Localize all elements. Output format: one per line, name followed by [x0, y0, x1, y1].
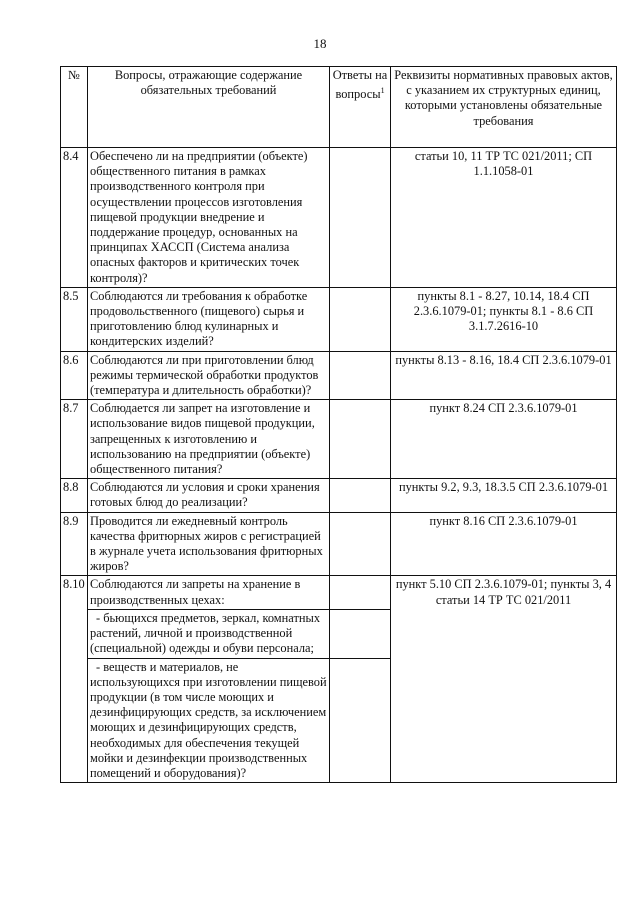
row-question: Обеспечено ли на предприятии (объекте) общественного питания в рамках производственного контроля при осуществлении процессов изготовления пищевой продукции внедрение и поддержание процедур, основанных на принципах ХАССП (Система анализа опасных факторов и критических точек контроля)? [88, 148, 330, 288]
row-answer-cell[interactable] [330, 287, 391, 351]
header-questions: Вопросы, отражающие содержание обязательных требований [88, 67, 330, 148]
row-answer-cell[interactable] [330, 351, 391, 400]
row-answer-cell[interactable] [330, 512, 391, 576]
row-requisites: статьи 10, 11 ТР ТС 021/2011; СП 1.1.1058-01 [391, 148, 617, 288]
table-row [61, 479, 617, 512]
row-question: Соблюдается ли запрет на изготовление и использование видов пищевой продукции, запрещенных к изготовлению и использованию на предприятии (объекте) общественного питания? [88, 400, 330, 479]
row-number: 8.10 [61, 576, 88, 783]
row-number: 8.8 [61, 479, 88, 512]
row-subitem: - веществ и материалов, не использующихся при изготовлении пищевой продукции (в том числе моющих и дезинфицирующих средств, за исключением моющих и дезинфицирующих средств, необходимых для обеспечения текущей мойки и дезинфекции производственных помещений и оборудования)? [88, 658, 330, 783]
table-row [61, 576, 617, 609]
row-subitem: - бьющихся предметов, зеркал, комнатных растений, личной и производственной (специальной) одежды и обуви персонала; [88, 609, 330, 658]
row-question: Соблюдаются ли требования к обработке продовольственного (пищевого) сырья и приготовлению блюд кулинарных и кондитерских изделий? [88, 287, 330, 351]
header-num: № [61, 67, 88, 148]
row-answer-cell[interactable] [330, 609, 391, 658]
row-number: 8.4 [61, 148, 88, 288]
row-requisites: пункт 5.10 СП 2.3.6.1079-01; пункты 3, 4 статьи 14 ТР ТС 021/2011 [391, 576, 617, 783]
row-number: 8.5 [61, 287, 88, 351]
row-question: Проводится ли ежедневный контроль качества фритюрных жиров с регистрацией в журнале учета использования фритюрных жиров? [88, 512, 330, 576]
header-answers [330, 67, 391, 148]
row-number: 8.7 [61, 400, 88, 479]
row-requisites: пункт 8.16 СП 2.3.6.1079-01 [391, 512, 617, 576]
row-question: Соблюдаются ли условия и сроки хранения готовых блюд до реализации? [88, 479, 330, 512]
row-question: Соблюдаются ли запреты на хранение в производственных цехах: [88, 576, 330, 609]
table-row [61, 512, 617, 576]
header-answers-footnote: 1 [380, 86, 385, 96]
row-answer-cell[interactable] [330, 148, 391, 288]
header-requisites: Реквизиты нормативных правовых актов, с указанием их структурных единиц, которыми установлены обязательные требования [391, 67, 617, 148]
table-row [61, 287, 617, 351]
row-question: Соблюдаются ли при приготовлении блюд режимы термической обработки продуктов (температура и длительность обработки)? [88, 351, 330, 400]
row-number: 8.6 [61, 351, 88, 400]
table-header-row [61, 67, 617, 148]
table-row [61, 351, 617, 400]
row-answer-cell[interactable] [330, 658, 391, 783]
page-number: 18 [313, 36, 327, 51]
row-answer-cell[interactable] [330, 400, 391, 479]
header-answers-label: Ответы на вопросы [332, 68, 388, 102]
row-requisites: пункты 9.2, 9.3, 18.3.5 СП 2.3.6.1079-01 [391, 479, 617, 512]
row-answer-cell[interactable] [330, 576, 391, 609]
row-number: 8.9 [61, 512, 88, 576]
row-requisites: пункты 8.1 - 8.27, 10.14, 18.4 СП 2.3.6.1079-01; пункты 8.1 - 8.6 СП 3.1.7.2616-10 [391, 287, 617, 351]
table-row [61, 148, 617, 288]
requirements-table [60, 66, 617, 783]
table-row [61, 400, 617, 479]
row-requisites: пункт 8.24 СП 2.3.6.1079-01 [391, 400, 617, 479]
row-requisites: пункты 8.13 - 8.16, 18.4 СП 2.3.6.1079-01 [391, 351, 617, 400]
row-answer-cell[interactable] [330, 479, 391, 512]
